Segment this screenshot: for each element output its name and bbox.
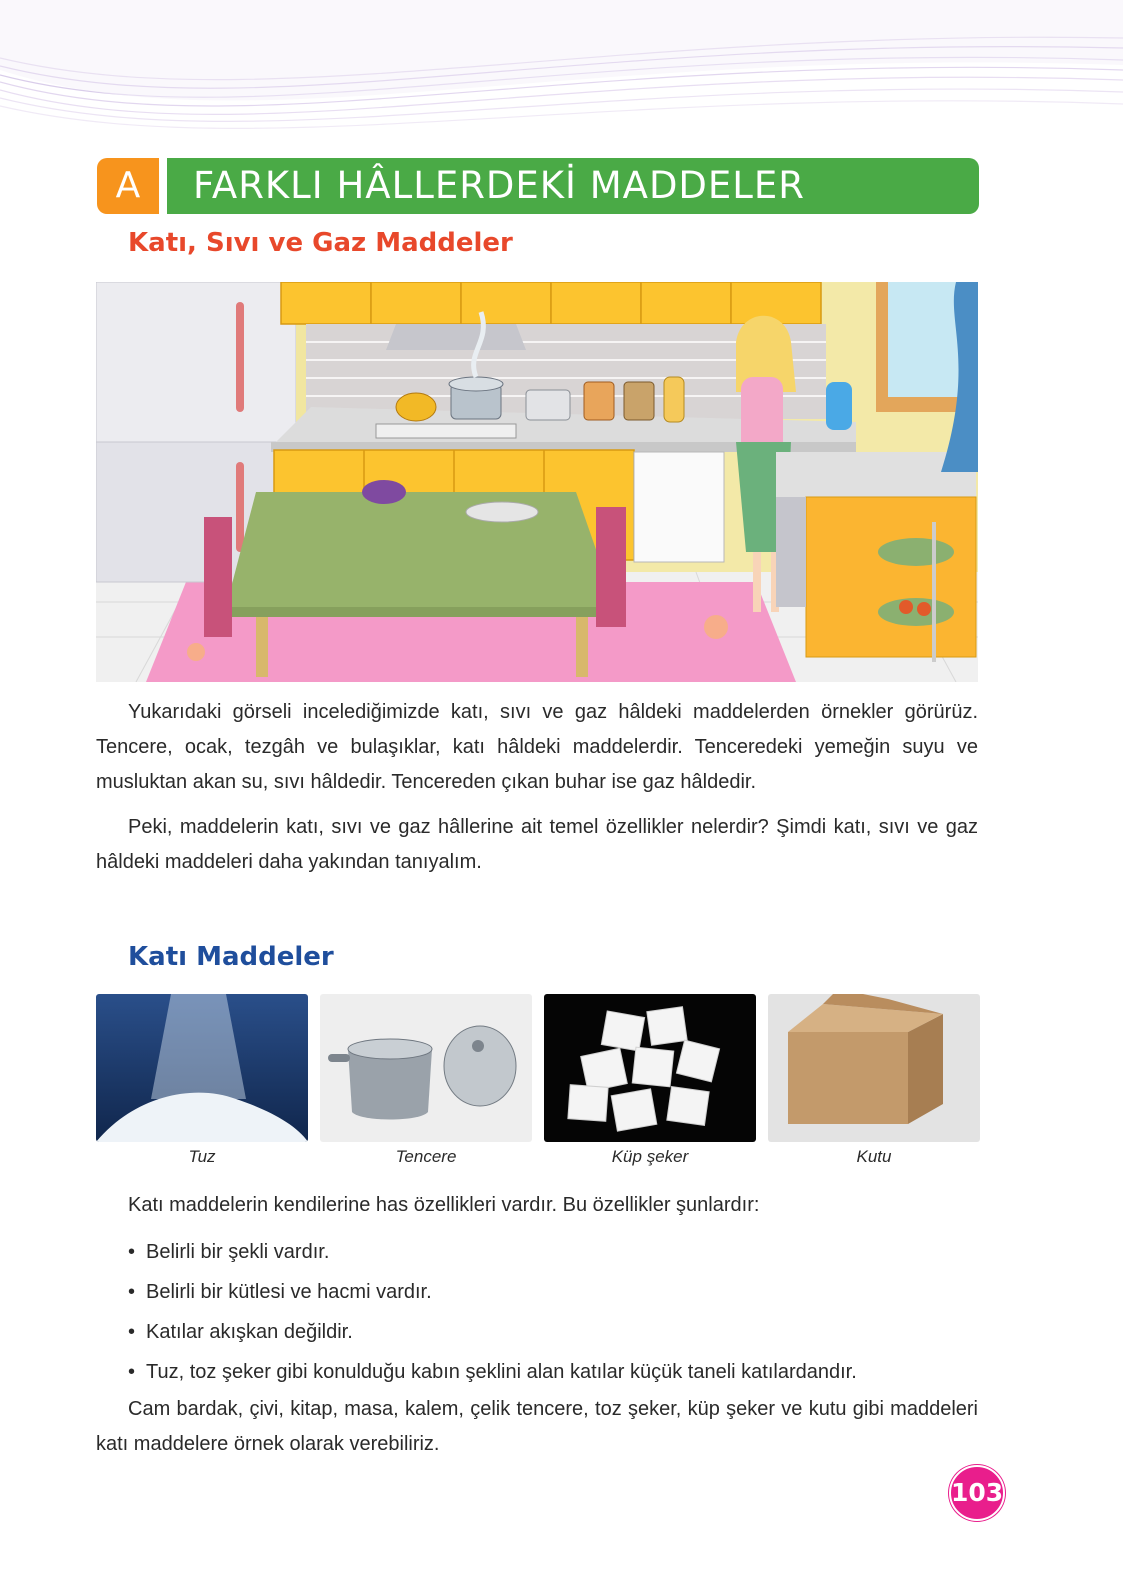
section-title: FARKLI HÂLLERDEKİ MADDELER [167, 158, 979, 214]
caption-sugar-cubes: Küp şeker [611, 1147, 689, 1166]
photo-box [768, 994, 980, 1142]
list-item: • Belirli bir şekli vardır. [128, 1241, 330, 1263]
solid-properties-intro: Katı maddelerin kendilerine has özellikleri vardır. Bu özellikler şunlardır: [128, 1194, 760, 1216]
section-header [97, 158, 979, 214]
photo-sugar-cubes [544, 994, 756, 1142]
top-decorative-swoosh [0, 0, 1123, 150]
kitchen-illustration [96, 282, 978, 682]
list-item: • Belirli bir kütlesi ve hacmi vardır. [128, 1281, 432, 1303]
section-letter: A [97, 158, 159, 214]
list-item: • Katılar akışkan değildir. [128, 1321, 353, 1343]
subtitle-solid-matter: Katı Maddeler [128, 942, 334, 972]
paragraph-solid-examples: Cam bardak, çivi, kitap, masa, kalem, çelik tencere, toz şeker, küp şeker ve kutu gibi maddeleri katı maddelere örnek olarak verebiliriz. [96, 1398, 978, 1455]
photo-salt [96, 994, 308, 1142]
caption-salt: Tuz [188, 1147, 216, 1166]
list-item: • Tuz, toz şeker gibi konulduğu kabın şeklini alan katılar küçük taneli katılardandır. [128, 1361, 857, 1383]
caption-box: Kutu [856, 1147, 892, 1166]
page-number: 103 [949, 1465, 1005, 1521]
subtitle-solid-liquid-gas: Katı, Sıvı ve Gaz Maddeler [128, 228, 513, 258]
caption-pot: Tencere [395, 1147, 457, 1166]
solid-properties-list [128, 1232, 857, 1392]
photo-pot [320, 994, 532, 1142]
paragraph-question: Peki, maddelerin katı, sıvı ve gaz hâllerine ait temel özellikler nelerdir? Şimdi katı, sıvı ve gaz hâldeki maddeleri daha yakından tanıyalım. [96, 816, 978, 873]
paragraph-states-intro: Yukarıdaki görseli incelediğimizde katı, sıvı ve gaz hâldeki maddelerden örnekler görürüz. Tencere, ocak, tezgâh ve bulaşıklar, katı hâldeki maddelerdir. Tenceredeki yemeğin suyu ve musluktan akan su, sıvı hâldedir. Tencereden çıkan buhar ise gaz hâldedir. [96, 701, 978, 793]
